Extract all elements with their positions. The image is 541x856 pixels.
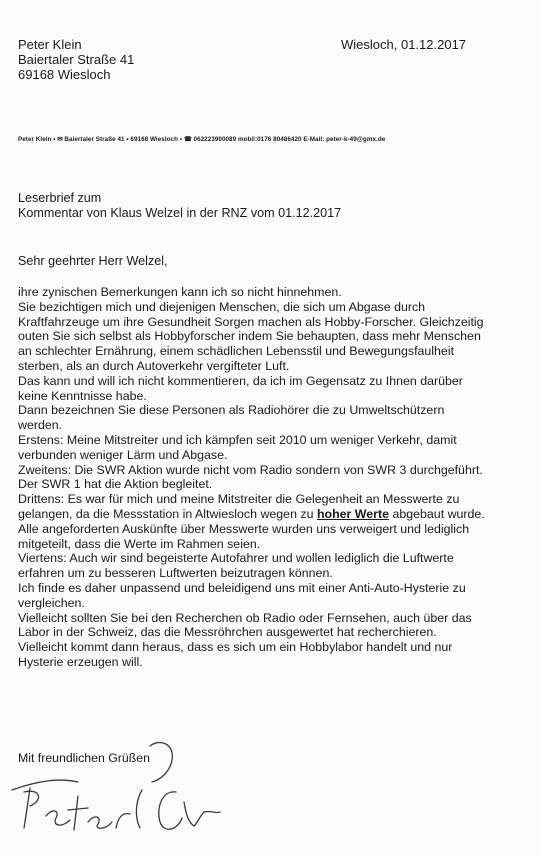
body-line: vergleichen. — [18, 595, 85, 610]
body-line: Der SWR 1 hat die Aktion begleitet. — [18, 477, 213, 492]
place-date: Wiesloch, 01.12.2017 — [341, 37, 467, 52]
body-line: Sie bezichtigen mich und diejenigen Menschen, die sich um Abgase durch — [18, 299, 426, 314]
closing: Mit freundlichen Grüßen — [18, 751, 150, 765]
body-line: verbunden weniger Lärm und Abgase. — [18, 447, 228, 462]
body-line: keine Kenntnisse habe. — [18, 388, 147, 403]
body-line: Ich finde es daher unpassend und beleidigend uns mit einer Anti-Auto-Hysterie zu — [18, 580, 466, 595]
sender-street: Baiertaler Straße 41 — [18, 52, 135, 67]
body-line: ihre zynischen Bemerkungen kann ich so nicht hinnehmen. — [18, 285, 342, 299]
body-line: sterben, als an durch Autoverkehr vergifteter Luft. — [18, 358, 290, 373]
body-text-segment: abgebaut wurde. — [389, 506, 485, 521]
body-line: Drittens: Es war für mich und meine Mitstreiter die Gelegenheit an Messwerte zu — [18, 492, 460, 507]
body-line: mitgeteilt, dass die Werte im Rahmen seien. — [18, 536, 261, 551]
body-line: Vielleicht kommt dann heraus, dass es sich um ein Hobbylabor handelt und nur — [18, 640, 453, 655]
body-line: Erstens: Meine Mitstreiter und ich kämpfen seit 2010 um weniger Verkehr, damit — [18, 432, 457, 447]
body-line: Das kann und will ich nicht kommentieren, da ich im Gegensatz zu Ihnen darüber — [18, 373, 463, 388]
body-line: Hysterie erzeugen will. — [18, 654, 143, 669]
handwritten-signature — [0, 730, 240, 840]
body-line: Vielleicht sollten Sie bei den Recherchen ob Radio oder Fernsehen, auch über das — [18, 610, 472, 625]
salutation: Sehr geehrter Herr Welzel, — [18, 254, 168, 268]
body-line: Dann bezeichnen Sie diese Personen als Radiohörer die zu Umweltschützern — [18, 403, 445, 418]
body-line: Viertens: Auch wir sind begeisterte Autofahrer und wollen lediglich die Luftwerte — [18, 551, 454, 566]
body-line — [18, 507, 485, 522]
body-line: Kraftfahrzeuge um ihre Gesundheit Sorgen machen als Hobby-Forscher. Gleichzeitig — [18, 314, 484, 329]
body-line: werden. — [18, 418, 63, 433]
body-line: Alle angeforderten Auskünfte über Messwerte wurden uns verweigert und lediglich — [18, 521, 470, 536]
letter-body — [18, 285, 485, 670]
body-line: outen Sie sich selbst als Hobbyforscher indem Sie behaupten, dass mehr Menschen — [18, 329, 481, 344]
subject-line-1: Leserbrief zum — [18, 191, 102, 205]
emphasis-high-values: hoher Werte — [316, 506, 390, 521]
sender-name: Peter Klein — [18, 37, 82, 52]
body-line: Zweitens: Die SWR Aktion wurde nicht vom Radio sondern von SWR 3 durchgeführt. — [18, 462, 483, 477]
body-line: Labor in der Schweiz, das die Messröhrchen ausgewertet hat recherchieren. — [18, 625, 437, 640]
subject-line-2: Kommentar von Klaus Welzel in der RNZ vom 01.12.2017 — [18, 206, 342, 220]
sender-city: 69168 Wiesloch — [18, 67, 111, 82]
body-text-segment: gelangen, da die Messstation in Altwiesloch wegen zu — [18, 506, 317, 521]
body-line: erfahren um zu besseren Luftwerten beizutragen können. — [18, 566, 333, 581]
subject — [18, 191, 341, 221]
body-line: an schlechter Ernährung, einem schädlichen Lebensstil und Bewegungsfaulheit — [18, 344, 455, 359]
contact-line: Peter Klein • ✉ Baiertaler Straße 41 • 69168 Wiesloch • ☎ 062223900089 mobil:0176 80486420 E-Mail: peter-k-49@gmx.de — [18, 136, 386, 143]
